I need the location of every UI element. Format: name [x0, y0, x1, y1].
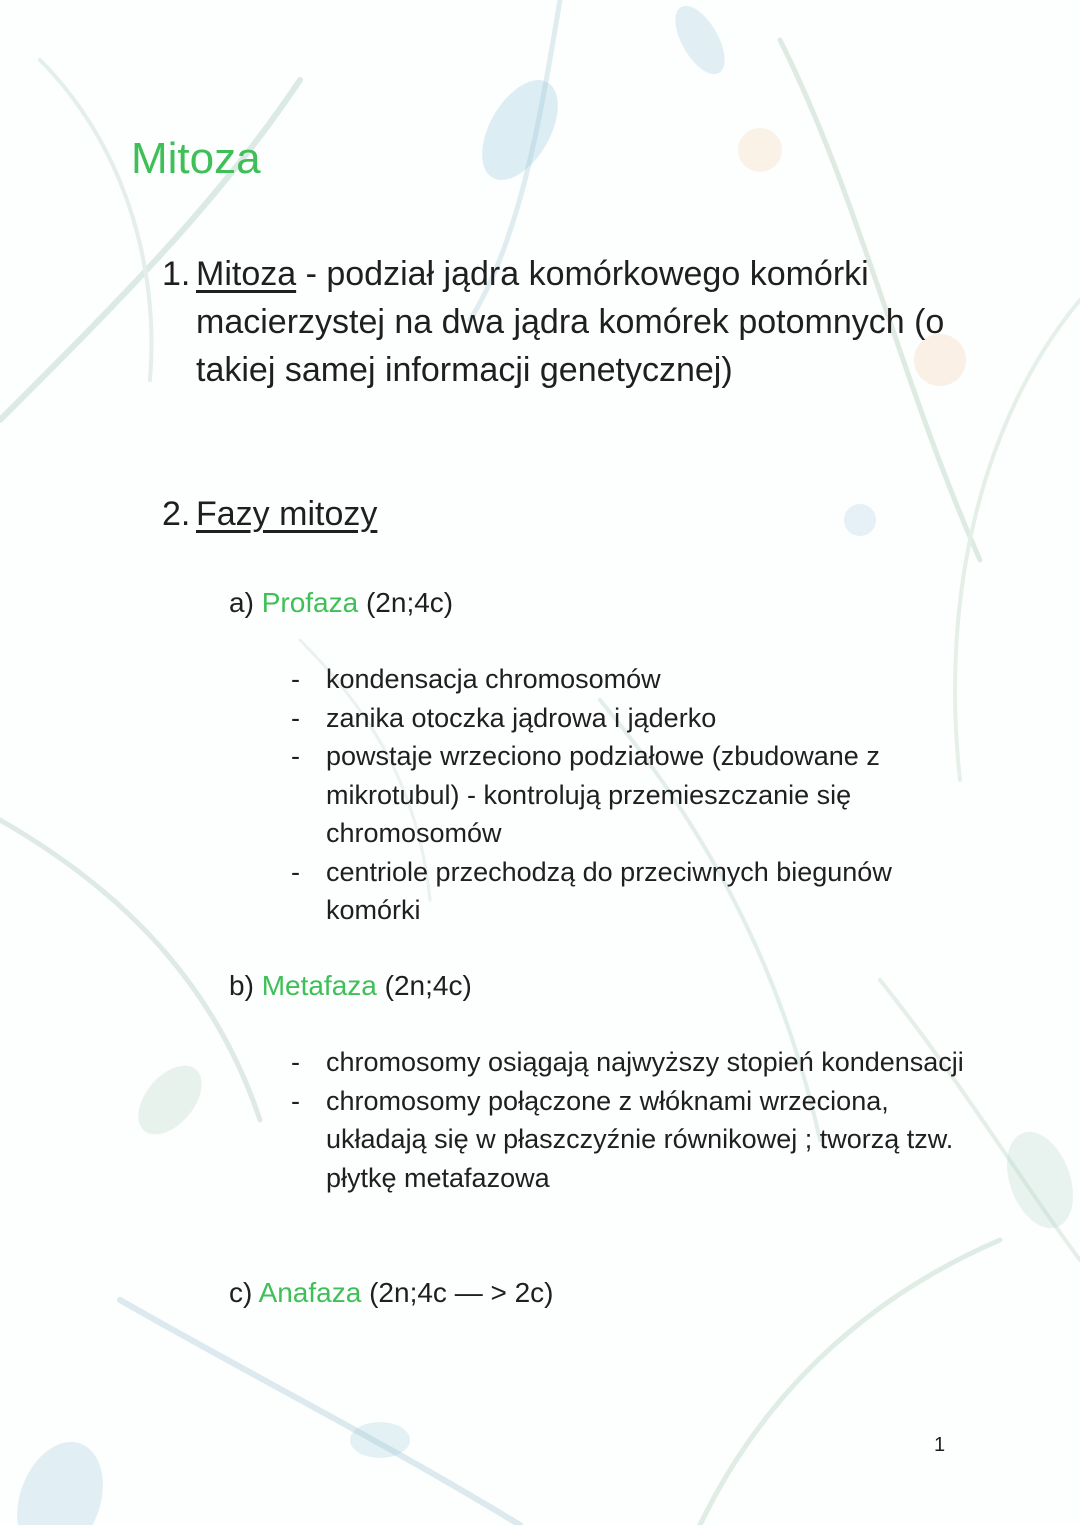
list-item: - centriole przechodzą do przeciwnych biegunów komórki	[291, 853, 971, 930]
bullet-dash: -	[291, 856, 300, 887]
profaza-bullet-list	[291, 660, 971, 930]
page-number: 1	[934, 1434, 946, 1456]
list-item: - powstaje wrzeciono podziałowe (zbudowane z mikrotubul) - kontrolują przemieszczanie się chromosomów	[291, 737, 971, 853]
phase-name: Profaza	[261, 587, 359, 618]
numbered-item-1	[162, 250, 962, 394]
phase-metafaza-heading	[229, 968, 472, 1004]
definition-body: - podział jądra komórkowego komórki macierzystej na dwa jądra komórek potomnych (o takiej samej informacji genetycznej)	[196, 255, 945, 389]
phase-formula: (2n;4c — > 2c)	[369, 1277, 554, 1308]
numbered-item-2	[162, 490, 377, 538]
bullet-dash: -	[291, 1047, 300, 1077]
bullet-dash: -	[291, 741, 300, 771]
phase-anafaza-heading	[229, 1275, 554, 1311]
definition-text	[196, 250, 962, 394]
item-number: 1.	[162, 255, 191, 293]
section-definition	[162, 250, 962, 394]
section-phases-heading	[162, 490, 377, 538]
bullet-dash: -	[291, 702, 300, 733]
list-item: - chromosomy połączone z włóknami wrzeciona, układają się w płaszczyźnie równikowej ; tworzą tzw. płytkę metafazowa	[291, 1082, 971, 1198]
phase-name: Anafaza	[258, 1277, 362, 1308]
bullet-dash: -	[291, 1085, 300, 1116]
list-item: - kondensacja chromosomów	[291, 660, 971, 699]
phase-formula: (2n;4c)	[384, 970, 472, 1001]
list-item: - zanika otoczka jądrowa i jąderko	[291, 699, 971, 738]
phase-formula: (2n;4c)	[365, 587, 454, 618]
phases-heading: Fazy mitozy	[196, 495, 378, 533]
phase-letter: a)	[229, 587, 254, 618]
phase-name: Metafaza	[261, 970, 377, 1001]
bullet-dash: -	[291, 664, 300, 694]
term-mitoza: Mitoza	[196, 255, 297, 293]
item-number: 2.	[162, 495, 191, 533]
phase-profaza-heading	[229, 585, 453, 621]
phase-letter: b)	[229, 970, 254, 1001]
phase-letter: c)	[229, 1277, 253, 1308]
page-title: Mitoza	[131, 134, 261, 183]
list-item: - chromosomy osiągają najwyższy stopień kondensacji	[291, 1043, 971, 1082]
metafaza-bullet-list	[291, 1043, 971, 1197]
